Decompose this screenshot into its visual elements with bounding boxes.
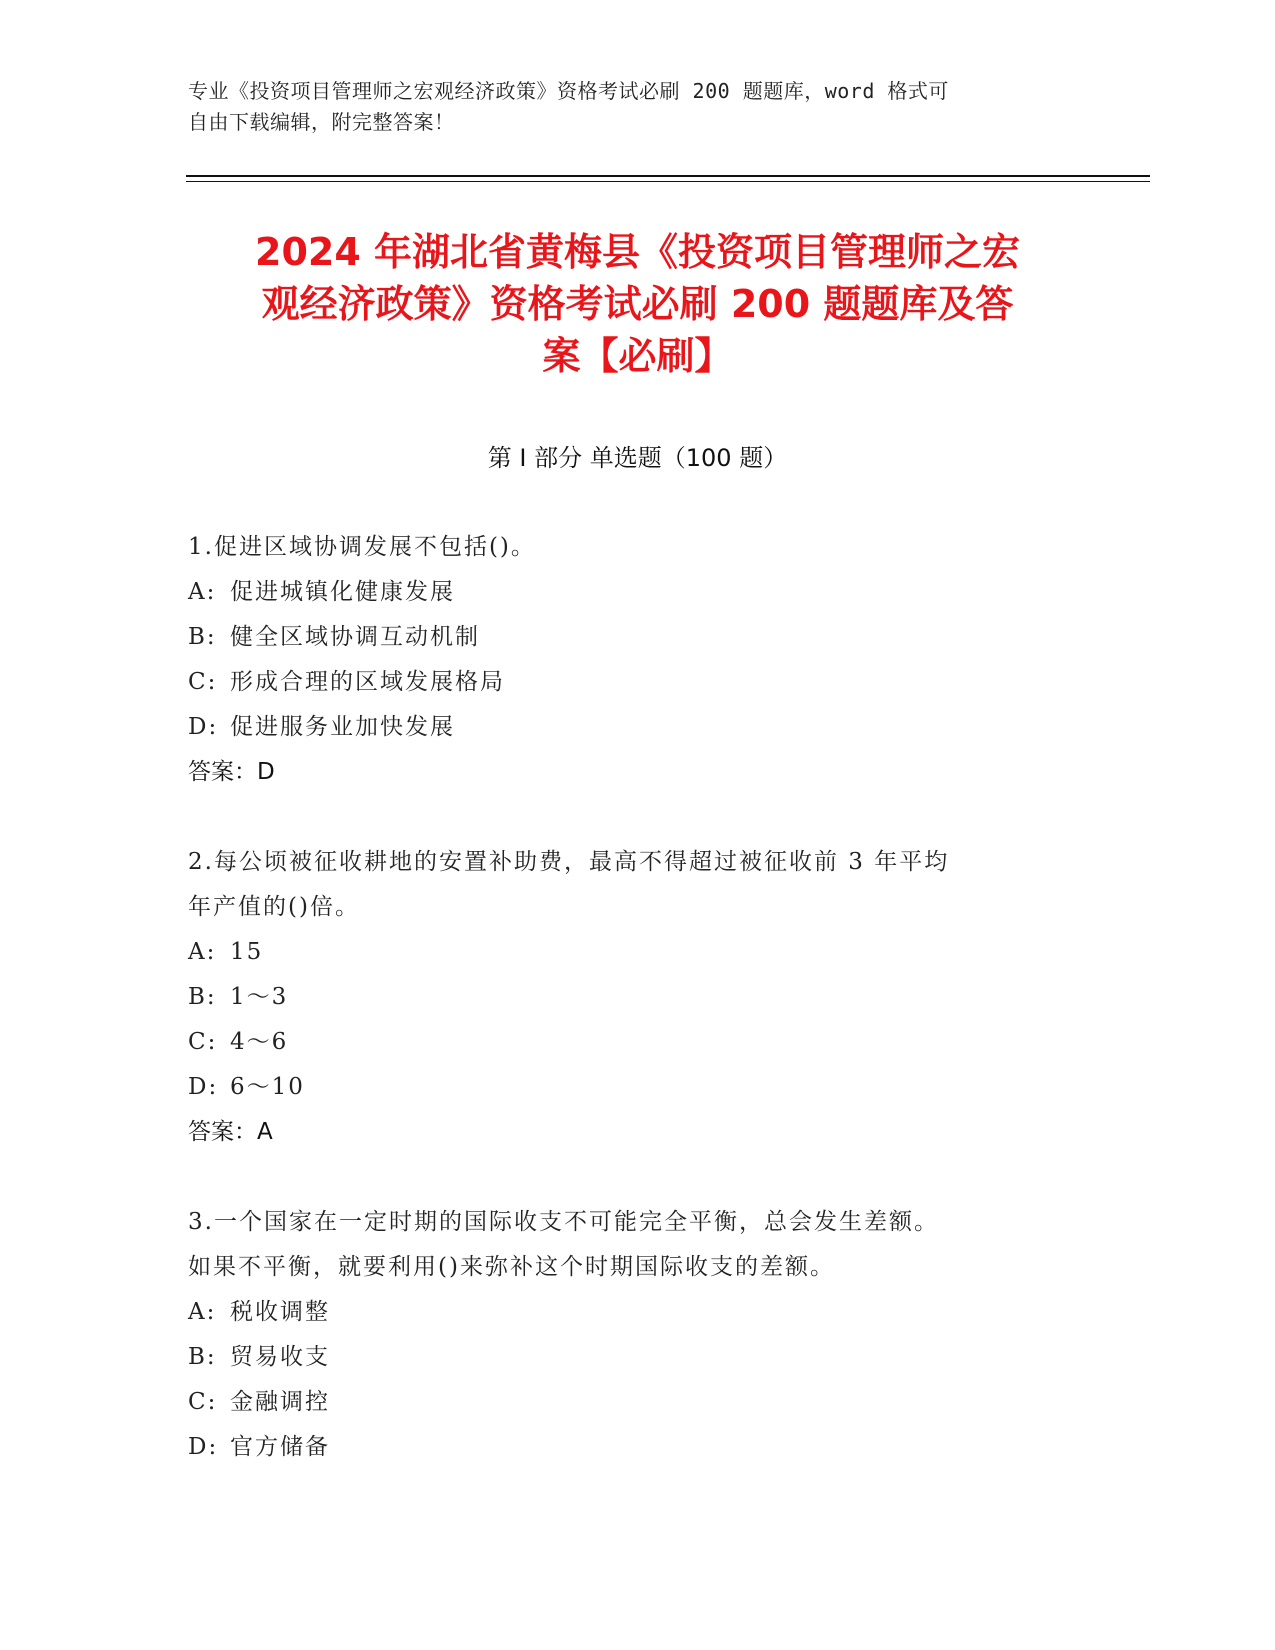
question-stem: 3.一个国家在一定时期的国际收支不可能完全平衡，总会发生差额。 [188,1209,939,1235]
header-note [188,76,1068,138]
header-divider-thick [186,175,1150,177]
option-b [188,615,1078,660]
question-list [188,525,1078,1515]
option-b [188,975,1078,1020]
option-text: 金融调控 [230,1389,330,1415]
option-letter: A: [188,939,217,965]
option-d [188,1065,1078,1110]
question-stem: 1.促进区域协调发展不包括()。 [188,534,536,560]
option-text: 贸易收支 [230,1344,330,1370]
option-letter: D: [188,1434,219,1460]
option-text: 4～6 [230,1029,289,1055]
option-letter: B: [188,1344,217,1370]
option-text: 15 [230,939,264,965]
option-letter: B: [188,624,217,650]
option-d [188,705,1078,750]
option-a [188,570,1078,615]
option-text: 形成合理的区域发展格局 [230,669,505,695]
option-letter: C: [188,1029,218,1055]
title-line: 案【必刷】 [542,334,733,378]
answer-line: 答案：A [188,1119,273,1145]
question-stem: 2.每公顷被征收耕地的安置补助费，最高不得超过被征收前 3 年平均 [188,849,950,875]
question-stem-continued: 如果不平衡，就要利用()来弥补这个时期国际收支的差额。 [188,1254,835,1280]
section-title: 第 I 部分 单选题（100 题） [487,444,788,472]
option-b [188,1335,1078,1380]
option-text: 促进服务业加快发展 [230,714,455,740]
option-letter: D: [188,1074,219,1100]
option-text: 税收调整 [230,1299,330,1325]
header-note-line: 专业《投资项目管理师之宏观经济政策》资格考试必刷 200 题题库，word 格式可 [188,79,949,103]
option-text: 促进城镇化健康发展 [230,579,455,605]
option-c [188,660,1078,705]
option-letter: A: [188,579,217,605]
title-line: 观经济政策》资格考试必刷 200 题题库及答 [261,282,1014,326]
option-a [188,930,1078,975]
question-item [188,525,1078,795]
question-item [188,840,1078,1155]
header-divider-thin [186,181,1150,182]
option-c [188,1380,1078,1425]
option-letter: D: [188,714,219,740]
option-letter: A: [188,1299,217,1325]
option-c [188,1020,1078,1065]
option-d [188,1425,1078,1470]
option-text: 官方储备 [230,1434,330,1460]
header-note-line: 自由下载编辑，附完整答案！ [188,110,455,134]
option-text: 1～3 [230,984,289,1010]
title-line: 2024 年湖北省黄梅县《投资项目管理师之宏 [255,230,1020,274]
option-letter: C: [188,669,218,695]
question-item [188,1200,1078,1470]
option-text: 6～10 [230,1074,305,1100]
option-letter: C: [188,1389,218,1415]
answer-line: 答案：D [188,759,275,785]
document-title [150,226,1125,382]
option-letter: B: [188,984,217,1010]
option-a [188,1290,1078,1335]
option-text: 健全区域协调互动机制 [230,624,480,650]
question-stem-continued: 年产值的()倍。 [188,894,360,920]
